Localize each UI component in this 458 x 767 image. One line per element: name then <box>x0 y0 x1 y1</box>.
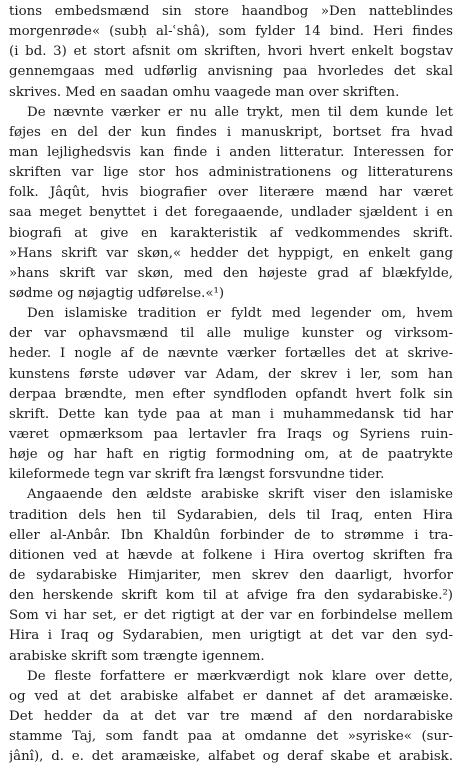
text-line: »Hans skrift var skøn,« hedder det hyppigt, en enkelt gang <box>9 245 453 261</box>
text-line: den herskende skrift kom til at afvige fra den sydarabiske.²) <box>9 588 453 604</box>
text-line: der var ophavsmænd til alle mulige kunster og virksom- <box>9 326 453 342</box>
paragraph-5 <box>9 667 453 767</box>
text-line: tradition dels hen til Sydarabien, dels til Iraq, enten Hira <box>9 507 453 523</box>
document-page <box>9 2 453 767</box>
paragraph-4 <box>9 485 453 666</box>
text-line: skrives. Med en saadan omhu vaagede man over skriften. <box>9 84 400 100</box>
text-line: skriften var lige stor hos administrationens og litteraturens <box>9 165 453 181</box>
text-line: morgenrøde« (subḥ al-ʿshâ), som fylder 14 bind. Heri findes <box>9 24 453 40</box>
text-line: arabiske skrift som trængte igennem. <box>9 648 265 664</box>
text-line: været opmærksom paa lertavler fra Iraqs og Syriens ruin- <box>9 426 453 442</box>
text-line: saa meget benyttet i det foregaaende, undlader sjældent i en <box>9 205 453 221</box>
text-line: høje og har haft en rigtig formodning om, at de paatrykte <box>9 447 453 463</box>
text-line: gennemgaas med udførlig anvisning paa hvorledes det skal <box>9 64 453 80</box>
text-line: jânî), d. e. det aramæiske, alfabet og deraf skabe et arabisk. <box>9 749 453 765</box>
text-line: Angaaende den ældste arabiske skrift viser den islamiske <box>27 487 453 503</box>
text-line: De nævnte værker er nu alle trykt, men til dem kunde let <box>27 104 453 120</box>
text-line: man lejlighedsvis kan finde i anden litteratur. Interessen for <box>9 144 453 160</box>
text-line: (i bd. 3) et stort afsnit om skriften, hvori hvert enkelt bogstav <box>9 44 453 60</box>
text-line: de sydarabiske Himjariter, men skrev den daarligt, hvorfor <box>9 567 453 583</box>
text-line: tions embedsmænd sin store haandbog »Den natteblindes <box>9 4 453 19</box>
text-line: kunstens første udøver var Adam, der skrev i ler, som han <box>9 366 453 382</box>
text-line: De fleste forfattere er mærkværdigt nok klare over dette, <box>27 668 453 684</box>
paragraph-2 <box>9 103 453 304</box>
text-line: skrift. Dette kan tyde paa at man i muhammedansk tid har <box>9 406 453 422</box>
text-line: eller al-Anbâr. Ibn Khaldûn forbinder de to strømme i tra- <box>9 527 453 543</box>
text-line: stamme Taj, som fandt paa at omdanne det »syriske« (sur- <box>9 729 453 745</box>
text-line: Hira i Iraq og Sydarabien, men urigtigt at det var den syd- <box>9 628 453 644</box>
text-line: folk. Jâqût, hvis biografier over literære mænd har været <box>9 185 453 201</box>
text-line: Som vi har set, er det rigtigt at der var en forbindelse mellem <box>9 608 453 624</box>
text-line: Den islamiske tradition er fyldt med legender om, hvem <box>27 306 453 322</box>
text-line: heder. I nogle af de nævnte værker fortælles det at skrive- <box>9 346 453 362</box>
text-line: biografi at give en karakteristik af vedkommendes skrift. <box>9 225 453 241</box>
text-line: derpaa brændte, men efter syndfloden opfandt hvert folk sin <box>9 386 453 402</box>
text-line: føjes en del der kun findes i manuskript, bortset fra hvad <box>9 124 453 140</box>
text-line: kileformede tegn var skrift fra længst forsvundne tider. <box>9 467 385 483</box>
text-line: Det hedder da at det var tre mænd af den nordarabiske <box>9 708 453 724</box>
paragraph-3 <box>9 304 453 485</box>
text-line: og ved at det arabiske alfabet er dannet af det aramæiske. <box>9 688 453 704</box>
text-line: ditionen ved at hævde at folkene i Hira overtog skriften fra <box>9 547 453 563</box>
paragraph-1 <box>9 2 453 103</box>
text-line: sødme og nøjagtig udførelse.«¹) <box>9 285 225 301</box>
text-line: »hans skrift var skøn, med den højeste grad af blækfylde, <box>9 265 453 281</box>
